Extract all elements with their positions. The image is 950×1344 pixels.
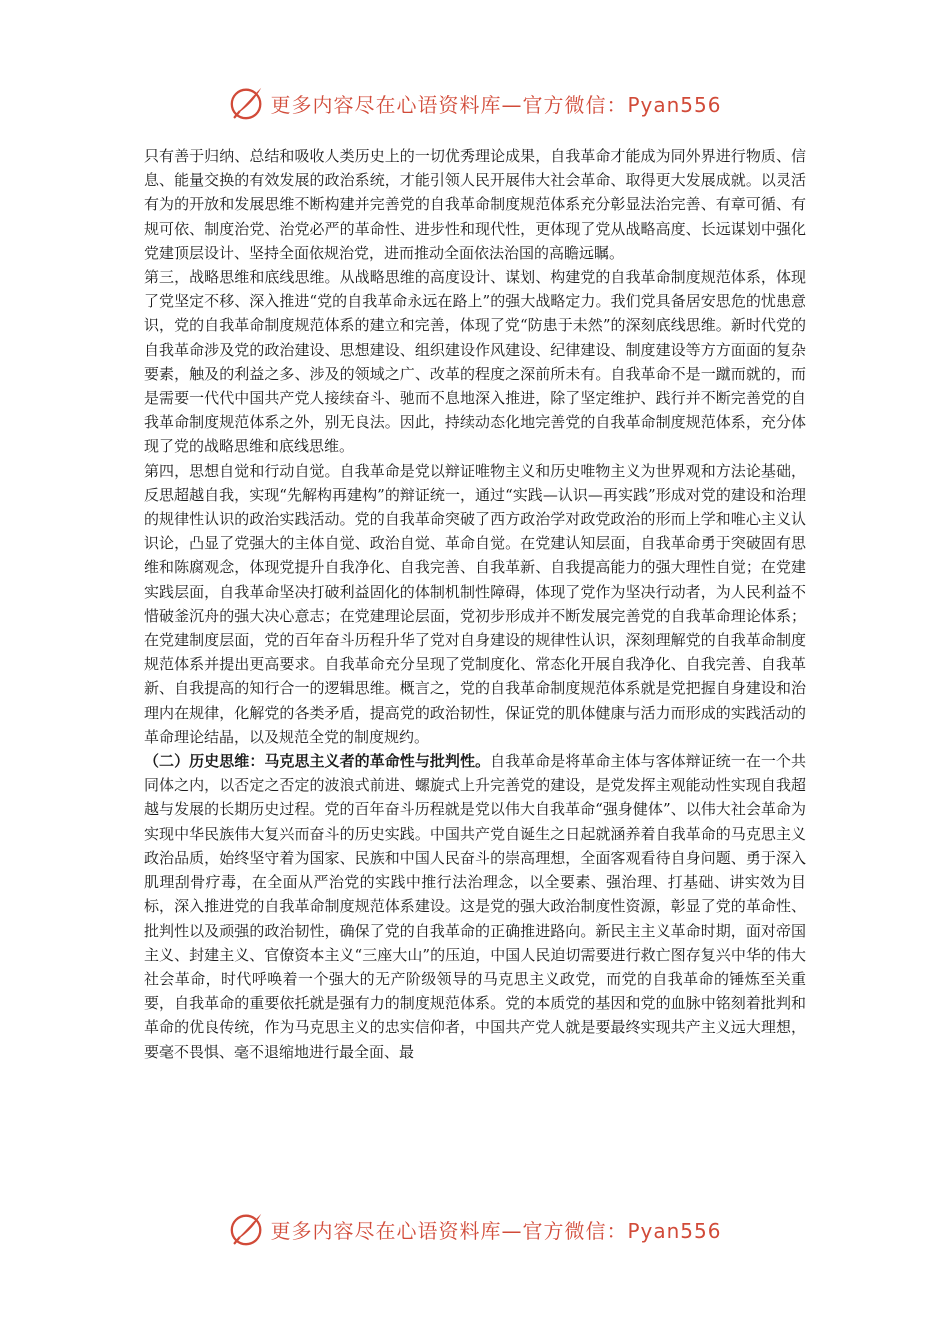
paragraph-4-text: 自我革命是将革命主体与客体辩证统一在一个共同体之内，以否定之否定的波浪式前进、螺旋式上升完善党的建设，是党发挥主观能动性实现自我超越与发展的长期历史过程。党的百年奋斗历程就是党以伟大自我革命“强身健体”、以伟大社会革命为实现中华民族伟大复兴而奋斗的历史实践。中国共产党自诞生之日起就涵养着自我革命的马克思主义政治品质，始终坚守着为国家、民族和中国人民奋斗的崇高理想，全面客观看待自身问题、勇于深入肌理刮骨疗毒，在全面从严治党的实践中推行法治理念，以全要素、强治理、打基础、讲实效为目标，深入推进党的自我革命制度规范体系建设。这是党的强大政治制度性资源，彰显了党的革命性、批判性以及顽强的政治韧性，确保了党的自我革命的正确推进路向。新民主主义革命时期，面对帝国主义、封建主义、官僚资本主义“三座大山”的压迫，中国人民迫切需要进行救亡图存复兴中华的伟大社会革命，时代呼唤着一个强大的无产阶级领导的马克思主义政党，而党的自我革命的锤炼至关重要，自我革命的重要依托就是强有力的制度规范体系。党的本质党的基因和党的血脉中铭刻着批判和革命的优良传统，作为马克思主义的忠实信仰者，中国共产党人就是要最终实现共产主义远大理想，要毫不畏惧、毫不退缩地进行最全面、最 xyxy=(144,752,806,1061)
header-watermark-banner xyxy=(0,81,950,125)
footer-watermark-banner xyxy=(0,1207,950,1251)
feather-pen-logo-icon xyxy=(228,1210,266,1248)
feather-pen-logo-icon xyxy=(228,84,266,122)
paragraph-4 xyxy=(144,749,806,1064)
document-body xyxy=(144,144,806,1064)
paragraph-3: 第四，思想自觉和行动自觉。自我革命是党以辩证唯物主义和历史唯物主义为世界观和方法论基础，反思超越自我，实现“先解构再建构”的辩证统一，通过“实践—认识—再实践”形成对党的建设和治理的规律性认识的政治实践活动。党的自我革命突破了西方政治学对政党政治的形而上学和唯心主义认识论，凸显了党强大的主体自觉、政治自觉、革命自觉。在党建认知层面，自我革命勇于突破固有思维和陈腐观念，体现党提升自我净化、自我完善、自我革新、自我提高能力的强大理性自觉；在党建实践层面，自我革命坚决打破利益固化的体制机制性障碍，体现了党作为坚决行动者，为人民利益不惜破釜沉舟的强大决心意志；在党建理论层面，党初步形成并不断发展完善党的自我革命理论体系；在党建制度层面，党的百年奋斗历程升华了党对自身建设的规律性认识，深刻理解党的自我革命制度规范体系并提出更高要求。自我革命充分呈现了党制度化、常态化开展自我净化、自我完善、自我革新、自我提高的知行合一的逻辑思维。概言之，党的自我革命制度规范体系就是党把握自身建设和治理内在规律，化解党的各类矛盾，提高党的政治韧性，保证党的肌体健康与活力而形成的实践活动的革命理论结晶，以及规范全党的制度规约。 xyxy=(144,461,806,746)
section-heading: （二）历史思维：马克思主义者的革命性与批判性。 xyxy=(144,752,491,771)
header-watermark-text: 更多内容尽在心语资料库—官方微信：Pyan556 xyxy=(270,92,722,117)
footer-watermark-text: 更多内容尽在心语资料库—官方微信：Pyan556 xyxy=(270,1218,722,1243)
paragraph-2: 第三，战略思维和底线思维。从战略思维的高度设计、谋划、构建党的自我革命制度规范体系，体现了党坚定不移、深入推进“党的自我革命永远在路上”的强大战略定力。我们党具备居安思危的忧患意识，党的自我革命制度规范体系的建立和完善，体现了党“防患于未然”的深刻底线思维。新时代党的自我革命涉及党的政治建设、思想建设、组织建设作风建设、纪律建设、制度建设等方方面面的复杂要素，触及的利益之多、涉及的领域之广、改革的程度之深前所未有。自我革命不是一蹴而就的，而是需要一代代中国共产党人接续奋斗、驰而不息地深入推进，除了坚定维护、践行并不断完善党的自我革命制度规范体系之外，别无良法。因此，持续动态化地完善党的自我革命制度规范体系，充分体现了党的战略思维和底线思维。 xyxy=(144,268,806,456)
paragraph-1: 只有善于归纳、总结和吸收人类历史上的一切优秀理论成果，自我革命才能成为同外界进行物质、信息、能量交换的有效发展的政治系统，才能引领人民开展伟大社会革命、取得更大发展成就。以灵活有为的开放和发展思维不断构建并完善党的自我革命制度规范体系充分彰显法治完善、有章可循、有规可依、制度治党、治党必严的革命性、进步性和现代性，更体现了党从战略高度、长远谋划中强化党建顶层设计、坚持全面依规治党，进而推动全面依法治国的高瞻远瞩。 xyxy=(144,147,806,262)
